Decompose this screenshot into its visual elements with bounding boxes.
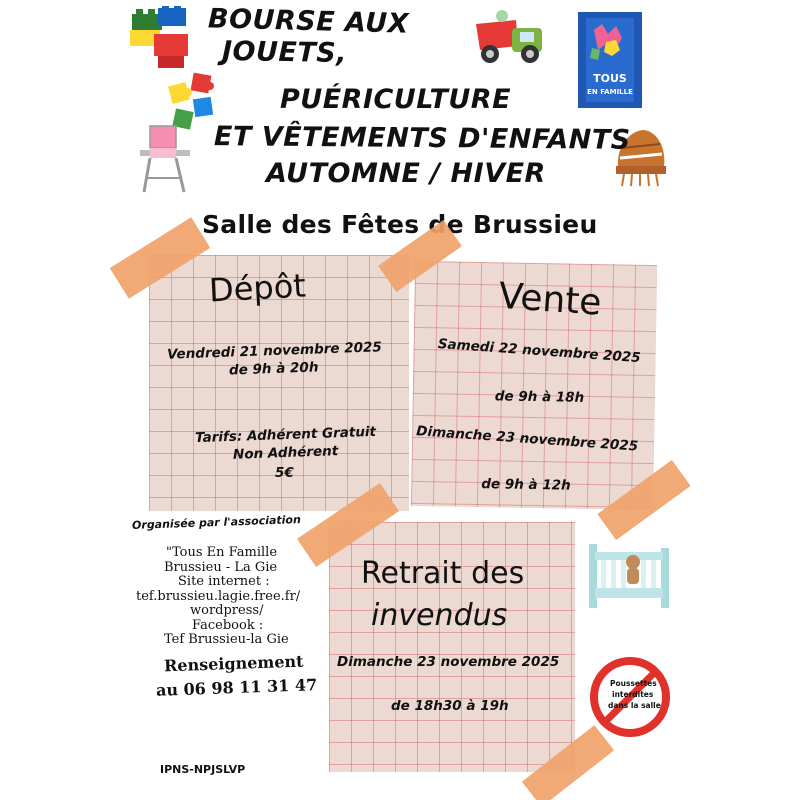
depot-heading: Dépôt xyxy=(208,266,307,310)
phone-number: au 06 98 11 31 47 xyxy=(155,675,318,700)
no-stroller-sign xyxy=(588,655,672,739)
site-label: Site internet : xyxy=(178,574,270,589)
depot-hours: de 9h à 20h xyxy=(228,359,319,379)
retrait-card xyxy=(329,522,575,772)
vente-day2-hours: de 9h à 12h xyxy=(481,476,571,494)
retrait-date: Dimanche 23 novembre 2025 xyxy=(337,654,560,670)
no-stroller-line3: dans la salle xyxy=(608,701,661,710)
retrait-hours: de 18h30 à 19h xyxy=(391,698,509,714)
footer-ipns: IPNS-NPJSLVP xyxy=(160,763,246,776)
depot-tarifs-line1: Tarifs: Adhérent Gratuit xyxy=(194,423,377,447)
depot-tarifs-line3: 5€ xyxy=(275,465,294,481)
retrait-heading-line2: invendus xyxy=(371,598,508,633)
high-chair-icon xyxy=(136,122,206,194)
vente-heading: Vente xyxy=(497,275,603,324)
vente-card xyxy=(411,261,657,510)
depot-card xyxy=(149,255,409,511)
toy-truck-icon xyxy=(472,6,548,68)
title-line-3: PUÉRICULTURE xyxy=(280,84,512,115)
svg-text:TOUS: TOUS xyxy=(593,72,627,85)
site-url-line2: wordpress/ xyxy=(190,603,264,618)
title-line-5: AUTOMNE / HIVER xyxy=(266,158,546,189)
info-label: Renseignement xyxy=(163,651,304,676)
title-line-2: JOUETS, xyxy=(221,35,348,70)
svg-text:EN FAMILLE: EN FAMILLE xyxy=(587,88,633,96)
no-stroller-line2: interdites xyxy=(612,690,654,699)
organized-by: Organisée par l'association xyxy=(131,513,302,532)
depot-tarifs-line2: Non Adhérent xyxy=(232,443,339,463)
title-line-4: ET VÊTEMENTS D'ENFANTS xyxy=(213,121,631,156)
baby-crib-icon xyxy=(585,536,675,612)
association-name-line1: "Tous En Famille xyxy=(166,545,278,560)
retrait-heading-line1: Retrait des xyxy=(361,556,525,591)
facebook-label: Facebook : xyxy=(192,618,264,633)
vente-day1-hours: de 9h à 18h xyxy=(494,388,585,406)
facebook-name: Tef Brussieu-la Gie xyxy=(164,632,289,647)
venue: Salle des Fêtes de Brussieu xyxy=(202,210,598,239)
title-line-1: BOURSE AUX xyxy=(207,3,410,40)
association-name-line2: Brussieu - La Gie xyxy=(164,560,278,575)
depot-date: Vendredi 21 novembre 2025 xyxy=(166,339,383,363)
lego-bricks-icon xyxy=(128,6,198,72)
tous-en-famille-logo xyxy=(578,12,642,108)
site-url-line1: tef.brussieu.lagie.free.fr/ xyxy=(136,589,301,604)
vente-day1: Samedi 22 novembre 2025 xyxy=(437,336,642,367)
no-stroller-line1: Poussettes xyxy=(610,679,657,688)
vente-day2: Dimanche 23 novembre 2025 xyxy=(415,423,639,455)
